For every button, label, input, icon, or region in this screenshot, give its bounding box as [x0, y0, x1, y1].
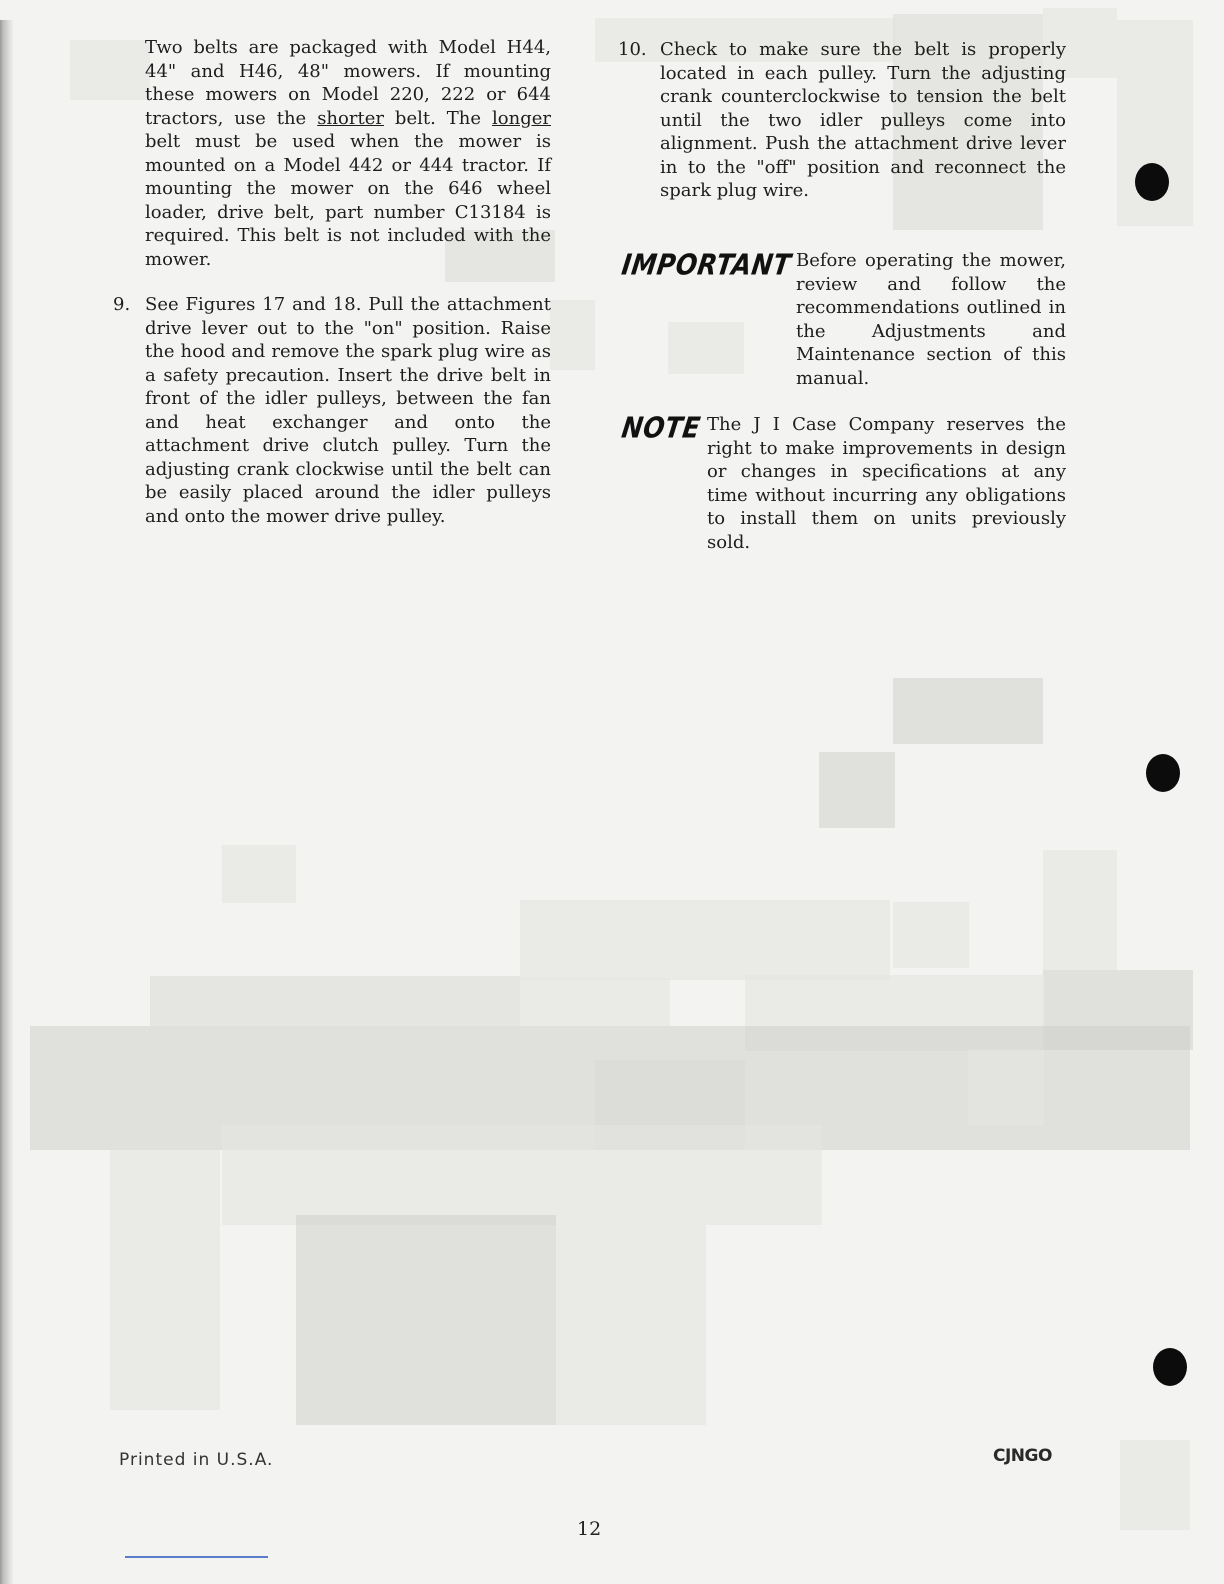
step-9 [113, 293, 551, 528]
scan-smudge [668, 322, 744, 374]
binder-punch-hole-middle [1146, 754, 1180, 792]
scan-smudge [1043, 850, 1117, 970]
note-label: NOTE [619, 410, 703, 445]
scan-smudge [520, 900, 890, 980]
important-label: IMPORTANT [619, 247, 794, 282]
binder-punch-hole-top [1135, 163, 1169, 201]
scan-smudge [556, 1225, 706, 1425]
step-9-number: 9. [113, 294, 131, 315]
important-text: Before operating the mower, review and follow the recommendations outlined in the Adjustments and Maintenance section of this manual. [796, 250, 1066, 389]
scan-smudge [893, 902, 969, 968]
scan-smudge [550, 300, 595, 370]
left-column [113, 36, 551, 528]
shorter-underlined-word: shorter [317, 107, 384, 129]
intro-text-part: Two belts are packaged with Model H44, 44" and H46, 48" mowers. If mounting these mowers on Model 220, 222 or 644 tractors, use the [145, 37, 551, 129]
scan-smudge [520, 978, 670, 1026]
step-10-text: Check to make sure the belt is properly located in each pulley. Turn the adjusting crank counterclockwise to tension the belt until the two idler pulleys come into alignment. Push the attachment drive lever in to the "off" position and reconnect the spark plug wire. [660, 39, 1066, 201]
scan-smudge [819, 752, 895, 828]
blue-scan-mark [125, 1556, 268, 1558]
binder-punch-hole-bottom [1153, 1348, 1187, 1386]
scan-smudge [222, 1125, 822, 1225]
scan-smudge [296, 1215, 556, 1425]
scan-smudge [70, 40, 150, 100]
belt-packaging-paragraph [145, 36, 551, 271]
step-10-number: 10. [618, 39, 647, 60]
longer-underlined-word: longer [492, 107, 551, 129]
step-10 [620, 38, 1066, 203]
step-9-text: See Figures 17 and 18. Pull the attachment drive lever out to the "on" position. Raise the hood and remove the spark plug wire as a safety precaution. Insert the drive belt in front of the idler pulleys, between the fan and heat exchanger and onto the attachment drive clutch pulley. Turn the adjusting crank clockwise until the belt can be easily placed around the idler pulleys and onto the mower drive pulley. [145, 294, 551, 527]
page-number: 12 [577, 1518, 602, 1540]
binder-edge-shadow [0, 20, 14, 1584]
document-code: CJNGO [993, 1446, 1052, 1466]
printed-in-usa: Printed in U.S.A. [119, 1450, 274, 1470]
scan-smudge [150, 976, 520, 1026]
scan-smudge [1120, 1440, 1190, 1530]
intro-text-part: belt must be used when the mower is mounted on a Model 442 or 444 tractor. If mounting the mower on the 646 wheel loader, drive belt, part number C13184 is required. This belt is not included with the mower. [145, 131, 551, 270]
scan-smudge [222, 845, 296, 903]
scan-smudge [110, 1150, 220, 1410]
scan-smudge [893, 678, 1043, 744]
scan-smudge [968, 1050, 1044, 1126]
intro-text-part: belt. The [383, 107, 493, 129]
note-text: The J I Case Company reserves the right to make improvements in design or changes in specifications at any time without incurring any obligations to install them on units previously sold. [707, 414, 1066, 553]
